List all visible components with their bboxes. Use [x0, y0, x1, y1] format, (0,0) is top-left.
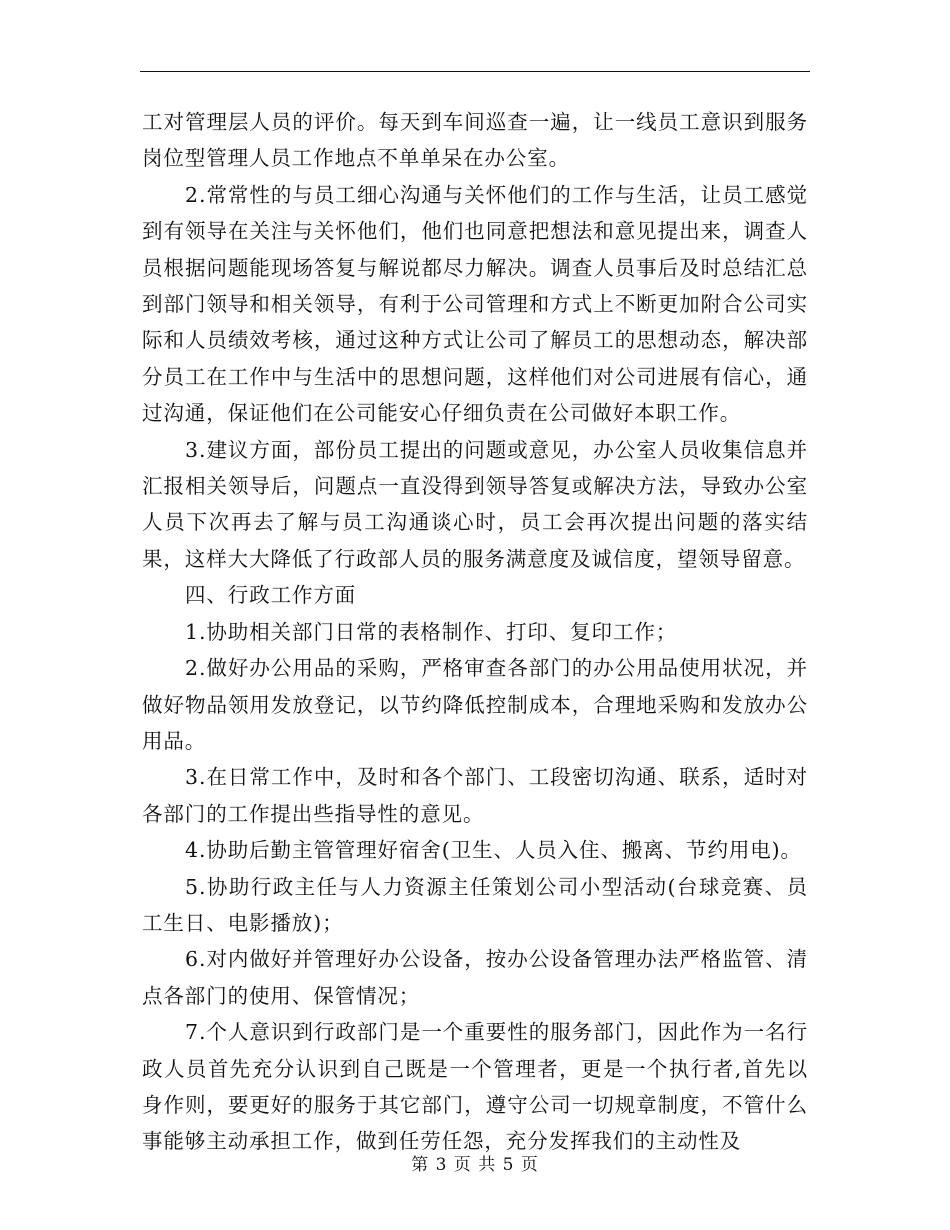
list-item: 5.协助行政主任与人力资源主任策划公司小型活动(台球竞赛、员工生日、电影播放)； [142, 874, 808, 935]
list-item: 7.个人意识到行政部门是一个重要性的服务部门，因此作为一名行政人员首先充分认识到自己既是一个管理者，更是一个执行者,首先以身作则，要更好的服务于其它部门，遵守公司一切规章制度，不管什么事能够主动承担工作，做到任劳任怨，充分发挥我们的主动性及 [142, 1020, 808, 1154]
list-item: 6.对内做好并管理好办公设备，按办公设备管理办法严格监管、清点各部门的使用、保管情况； [142, 947, 808, 1008]
list-item: 1.协助相关部门日常的表格制作、打印、复印工作； [185, 619, 678, 644]
paragraph: 2.常常性的与员工细心沟通与关怀他们的工作与生活，让员工感觉到有领导在关注与关怀他们，他们也同意把想法和意见提出来，调查人员根据问题能现场答复与解说都尽力解决。调查人员事后及时总结汇总到部门领导和相关领导，有利于公司管理和方式上不断更加附合公司实际和人员绩效考核，通过这种方式让公司了解员工的思想动态，解决部分员工在工作中与生活中的思想问题，这样他们对公司进展有信心，通过沟通，保证他们在公司能安心仔细负责在公司做好本职工作。 [142, 182, 808, 426]
list-item: 2.做好办公用品的采购，严格审查各部门的办公用品使用状况，并做好物品领用发放登记，以节约降低控制成本，合理地采购和发放办公用品。 [142, 656, 808, 753]
page-number-footer: 第 3 页 共 5 页 [411, 1155, 539, 1175]
header-rule [140, 71, 810, 72]
body-text [142, 104, 808, 1160]
section-heading: 四、行政工作方面 [185, 583, 357, 608]
list-item: 4.协助后勤主管管理好宿舍(卫生、人员入住、搬离、节约用电)。 [185, 838, 802, 863]
paragraph: 工对管理层人员的评价。每天到车间巡查一遍，让一线员工意识到服务岗位型管理人员工作地点不单单呆在办公室。 [142, 110, 808, 171]
paragraph: 3.建议方面，部份员工提出的问题或意见，办公室人员收集信息并汇报相关领导后，问题点一直没得到领导答复或解决方法，导致办公室人员下次再去了解与员工沟通谈心时，员工会再次提出问题的落实结果，这样大大降低了行政部人员的服务满意度及诚信度，望领导留意。 [142, 437, 808, 571]
list-item: 3.在日常工作中，及时和各个部门、工段密切沟通、联系，适时对各部门的工作提出些指导性的意见。 [142, 765, 808, 826]
